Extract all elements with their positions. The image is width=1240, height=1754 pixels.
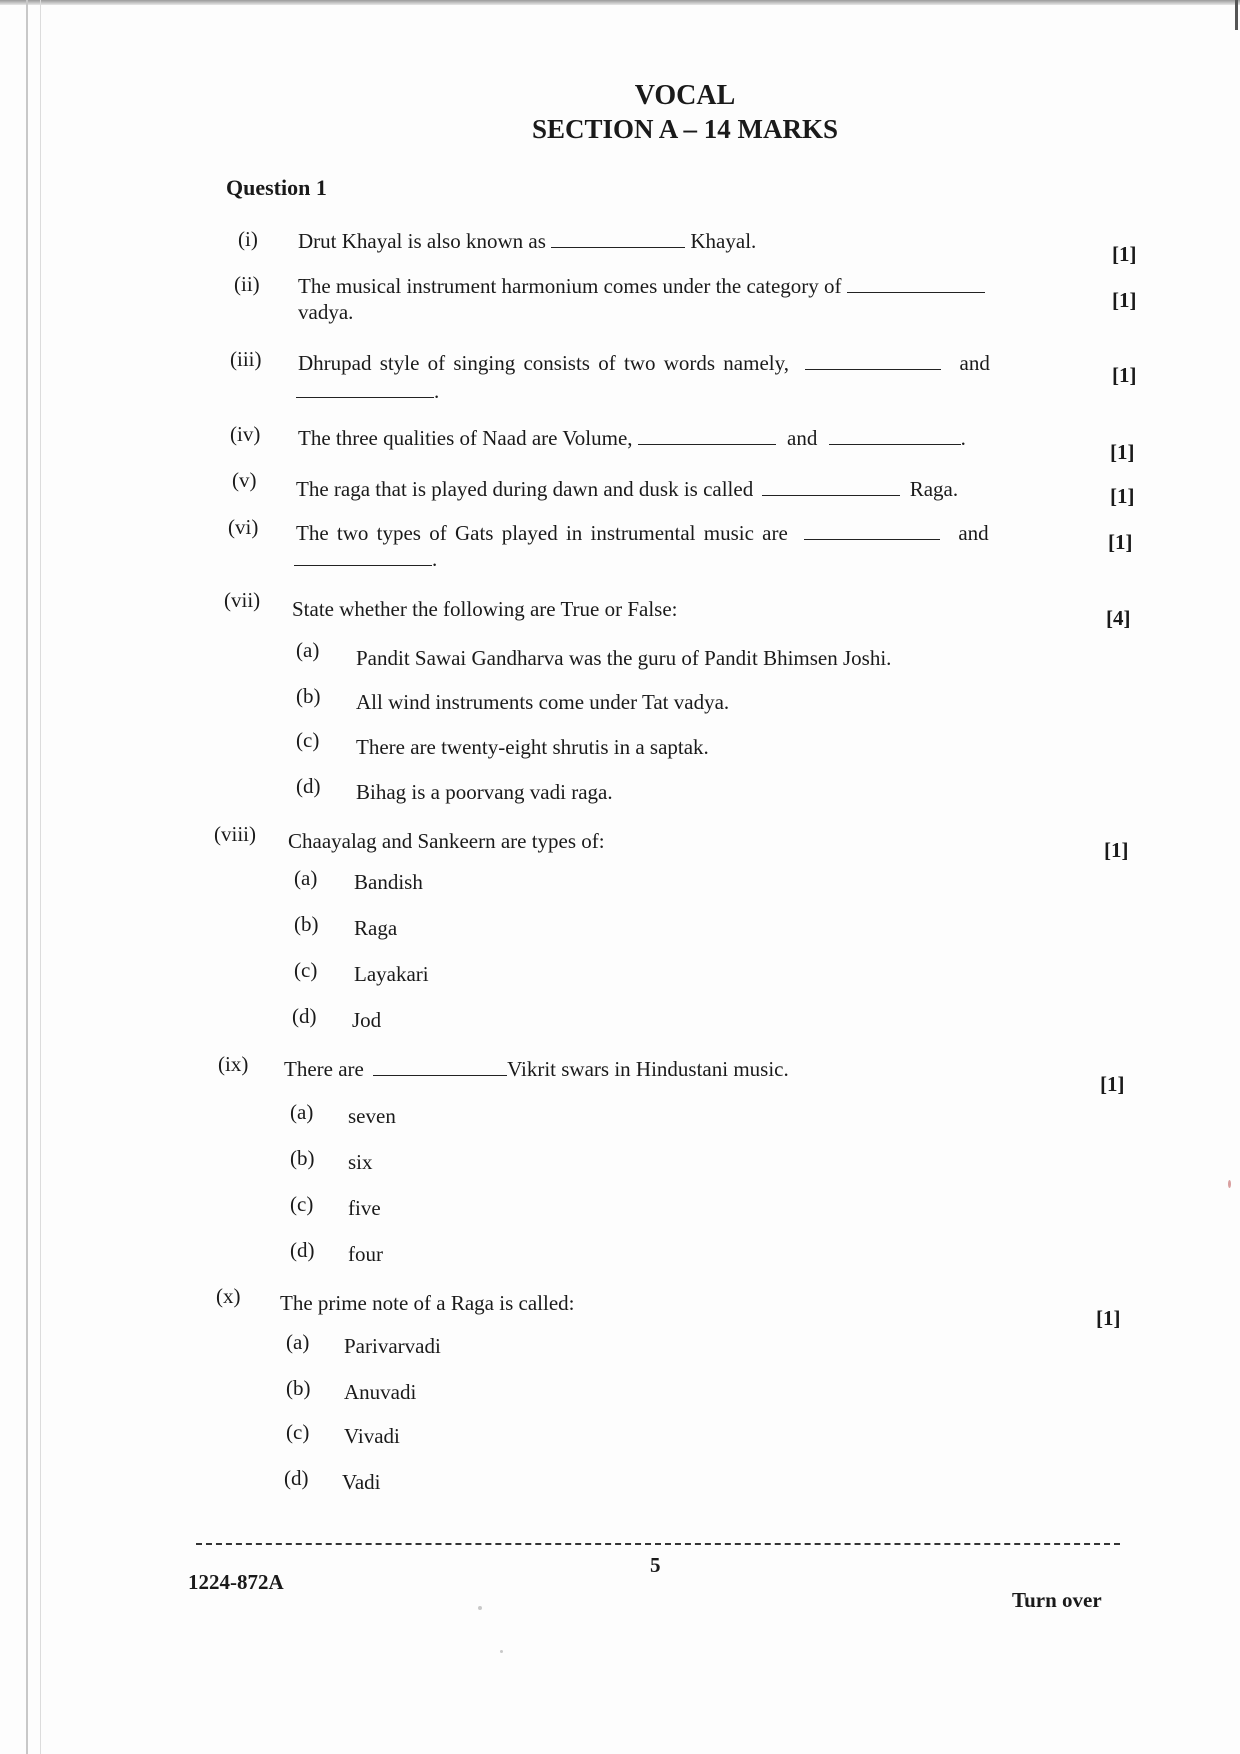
option-text: Anuvadi bbox=[344, 1380, 417, 1404]
marks-badge: [1] bbox=[1100, 1072, 1125, 1096]
item-iv-text bbox=[298, 425, 966, 451]
marks-badge: [4] bbox=[1106, 606, 1131, 630]
item-text: . bbox=[432, 547, 438, 571]
item-viii-text: Chaayalag and Sankeern are types of: bbox=[288, 829, 605, 853]
scan-edge-left-inner bbox=[40, 0, 41, 1754]
option-label: (a) bbox=[296, 638, 320, 662]
option-text: Vadi bbox=[342, 1470, 381, 1494]
scan-speck bbox=[1228, 1180, 1231, 1188]
item-number: (viii) bbox=[214, 822, 256, 846]
option-text: Vivadi bbox=[344, 1424, 400, 1448]
option-text: Bihag is a poorvang vadi raga. bbox=[356, 780, 613, 804]
item-x-text: The prime note of a Raga is called: bbox=[280, 1291, 575, 1315]
item-text: Vikrit swars in Hindustani music. bbox=[507, 1057, 789, 1081]
answer-blank bbox=[804, 521, 940, 540]
item-vi-line2 bbox=[294, 546, 437, 572]
option-label: (d) bbox=[284, 1466, 309, 1490]
question-title: Question 1 bbox=[226, 175, 327, 200]
option-text: seven bbox=[348, 1104, 396, 1128]
option-text: There are twenty-eight shrutis in a saptak. bbox=[356, 735, 709, 759]
option-label: (b) bbox=[290, 1146, 315, 1170]
scan-edge-left bbox=[26, 0, 28, 1754]
option-label: (b) bbox=[286, 1376, 311, 1400]
option-text: five bbox=[348, 1196, 381, 1220]
item-text: The two types of Gats played in instrumental music are bbox=[296, 521, 788, 545]
item-i-text bbox=[298, 228, 756, 254]
item-ii-text bbox=[298, 273, 985, 299]
item-number: (vi) bbox=[228, 515, 259, 539]
marks-badge: [1] bbox=[1096, 1306, 1121, 1330]
item-number: (x) bbox=[216, 1284, 241, 1308]
item-number: (v) bbox=[232, 468, 257, 492]
option-text: Raga bbox=[354, 916, 398, 940]
item-text: Khayal. bbox=[690, 229, 757, 253]
answer-blank bbox=[294, 547, 432, 566]
item-iii-line2 bbox=[296, 378, 439, 404]
item-text: The musical instrument harmonium comes under the category of bbox=[298, 274, 842, 298]
item-number: (iii) bbox=[230, 347, 262, 371]
item-number: (ix) bbox=[218, 1052, 249, 1076]
item-vii-text: State whether the following are True or False: bbox=[292, 597, 678, 621]
option-label: (a) bbox=[294, 866, 318, 890]
item-iii-text bbox=[298, 350, 990, 376]
option-label: (d) bbox=[296, 774, 321, 798]
option-label: (b) bbox=[294, 912, 319, 936]
item-number: (vii) bbox=[224, 588, 261, 612]
option-label: (c) bbox=[294, 958, 318, 982]
option-label: (c) bbox=[286, 1420, 310, 1444]
item-text: . bbox=[434, 379, 440, 403]
option-text: four bbox=[348, 1242, 383, 1266]
scan-speck bbox=[478, 1606, 482, 1610]
option-label: (a) bbox=[290, 1100, 314, 1124]
answer-blank bbox=[847, 274, 985, 293]
option-text: All wind instruments come under Tat vadya. bbox=[356, 690, 730, 714]
option-text: six bbox=[348, 1150, 373, 1174]
item-ix-text bbox=[284, 1056, 789, 1082]
page-number: 5 bbox=[650, 1553, 661, 1577]
footer-divider bbox=[196, 1543, 1120, 1545]
paper-title: VOCAL bbox=[634, 80, 736, 111]
item-text: and bbox=[958, 521, 989, 545]
option-label: (d) bbox=[292, 1004, 317, 1028]
marks-badge: [1] bbox=[1108, 530, 1133, 554]
item-number: (i) bbox=[238, 227, 258, 251]
marks-badge: [1] bbox=[1104, 838, 1129, 862]
paper-code: 1224-872A bbox=[188, 1570, 284, 1594]
item-v-text bbox=[296, 476, 958, 502]
option-text: Pandit Sawai Gandharva was the guru of Pandit Bhimsen Joshi. bbox=[356, 646, 892, 670]
answer-blank bbox=[829, 426, 961, 445]
option-text: Jod bbox=[352, 1008, 382, 1032]
option-text: Layakari bbox=[354, 962, 429, 986]
item-text: Drut Khayal is also known as bbox=[298, 229, 546, 253]
item-number: (ii) bbox=[234, 272, 260, 296]
marks-badge: [1] bbox=[1112, 242, 1137, 266]
item-text: The three qualities of Naad are Volume, bbox=[298, 426, 633, 450]
option-label: (c) bbox=[296, 728, 320, 752]
item-text: and bbox=[959, 351, 990, 375]
answer-blank bbox=[805, 351, 941, 370]
item-text: . bbox=[960, 426, 966, 450]
marks-badge: [1] bbox=[1110, 440, 1135, 464]
scan-edge-right bbox=[1235, 0, 1238, 30]
item-text: Raga. bbox=[909, 477, 959, 501]
option-label: (c) bbox=[290, 1192, 314, 1216]
section-title: SECTION A – 14 MARKS bbox=[531, 114, 839, 144]
marks-badge: [1] bbox=[1112, 288, 1137, 312]
item-text: and bbox=[787, 426, 818, 450]
option-text: Parivarvadi bbox=[344, 1334, 441, 1358]
item-text: There are bbox=[284, 1057, 364, 1081]
turn-over-note: Turn over bbox=[1012, 1588, 1102, 1612]
answer-blank bbox=[296, 379, 434, 398]
item-number: (iv) bbox=[230, 422, 261, 446]
option-text: Bandish bbox=[354, 870, 423, 894]
option-label: (b) bbox=[296, 684, 321, 708]
option-label: (d) bbox=[290, 1238, 315, 1262]
scan-edge-top bbox=[0, 0, 1240, 5]
answer-blank bbox=[762, 477, 900, 496]
marks-badge: [1] bbox=[1112, 363, 1137, 387]
item-vi-text bbox=[296, 520, 989, 546]
item-ii-line2: vadya. bbox=[298, 300, 354, 324]
marks-badge: [1] bbox=[1110, 484, 1135, 508]
answer-blank bbox=[638, 426, 776, 445]
answer-blank bbox=[551, 229, 685, 248]
option-label: (a) bbox=[286, 1330, 310, 1354]
answer-blank bbox=[373, 1057, 507, 1076]
scan-speck bbox=[500, 1650, 503, 1653]
item-text: The raga that is played during dawn and dusk is called bbox=[296, 477, 754, 501]
item-text: Dhrupad style of singing consists of two words namely, bbox=[298, 351, 790, 375]
